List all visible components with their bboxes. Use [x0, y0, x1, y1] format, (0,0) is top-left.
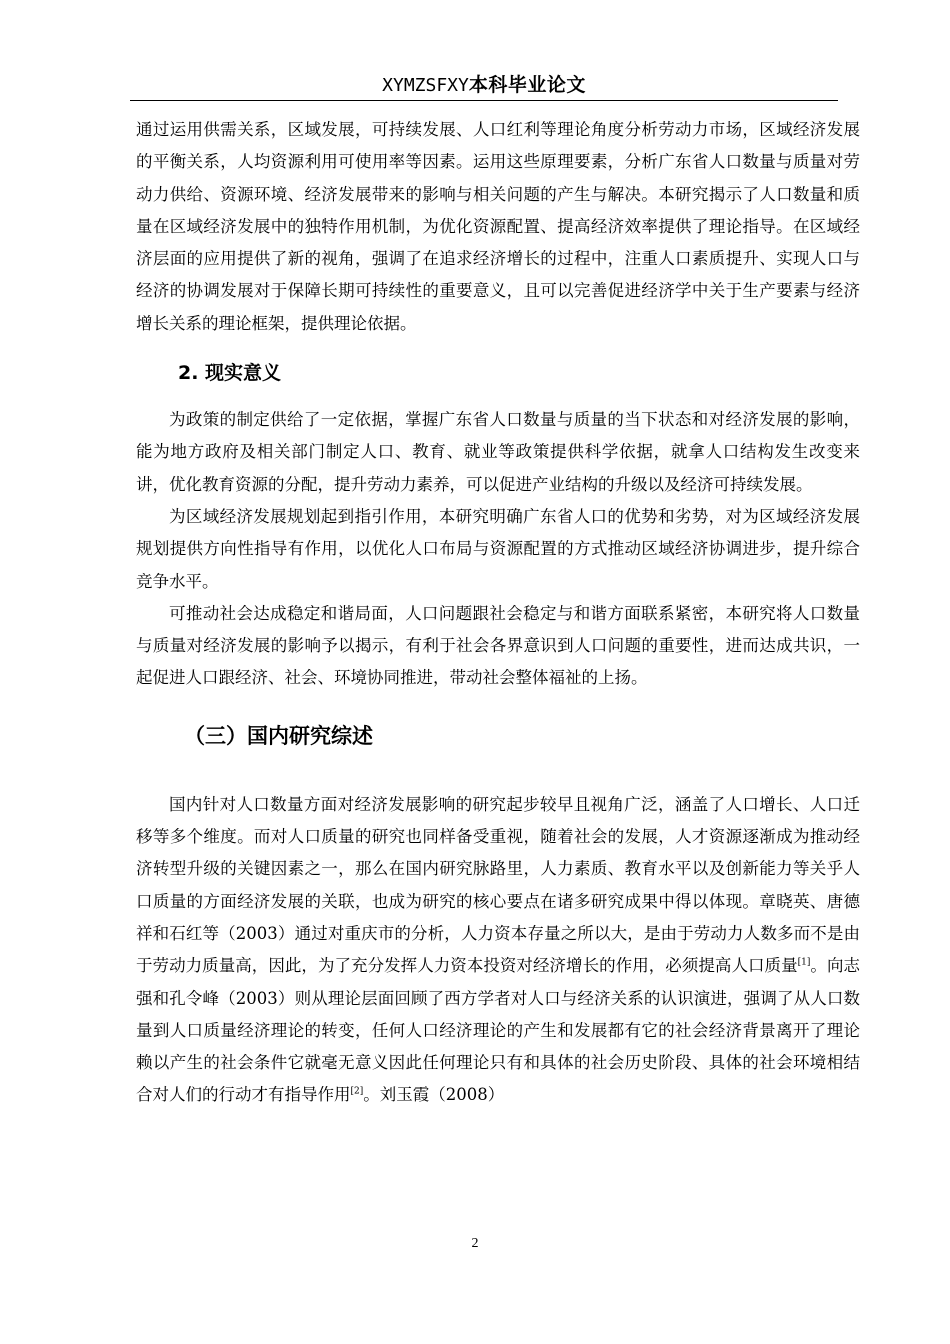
paragraph-policy-basis: 为政策的制定供给了一定依据，掌握广东省人口数量与质量的当下状态和对经济发展的影响，能为地方政府及相关部门制定人口、教育、就业等政策提供科学依据，就拿人口结构发生改变来讲，优化教育资源的分配，提升劳动力素养，可以促进产业结构的升级以及经济可持续发展。: [136, 410, 860, 494]
paragraph-domestic-review-part-2: 。向志强和孔令峰（2003）则从理论层面回顾了西方学者对人口与经济关系的认识演进，强调了从人口数量到人口质量经济理论的转变，任何人口经济理论的产生和发展都有它的社会经济背景离开了理论赖以产生的社会条件它就毫无意义因此任何理论只有和具体的社会历史阶段、具体的社会环境相结合对人们的行动才有指导作用: [136, 956, 861, 1105]
citation-ref-1: [1]: [797, 957, 811, 968]
section-heading-domestic-review: （三）国内研究综述: [184, 723, 373, 748]
paragraph-social-stability: 可推动社会达成稳定和谐局面，人口问题跟社会稳定与和谐方面联系紧密，本研究将人口数量与质量对经济发展的影响予以揭示，有利于社会各界意识到人口问题的重要性，进而达成共识，一起促进人口跟经济、社会、环境协同推进，带动社会整体福祉的上扬。: [136, 603, 860, 688]
page-number: 2: [471, 1236, 479, 1251]
paragraph-domestic-review-part-3: 。刘玉霞（2008）: [363, 1085, 505, 1105]
citation-ref-2: [2]: [350, 1086, 364, 1097]
paragraph-domestic-review-part-1: 国内针对人口数量方面对经济发展影响的研究起步较早且视角广泛，涵盖了人口增长、人口迁移等多个维度。而对人口质量的研究也同样备受重视，随着社会的发展，人才资源逐渐成为推动经济转型升级的关键因素之一，那么在国内研究脉路里，人力素质、教育水平以及创新能力等关乎人口质量的方面经济发展的关联，也成为研究的核心要点在诸多研究成果中得以体现。章晓英、唐德祥和石红等（2003）通过对重庆市的分析，人力资本存量之所以大，是由于劳动力人数多而不是由于劳动力质量高，因此，为了充分发挥人力资本投资对经济增长的作用，必须提高人口质量: [136, 794, 860, 976]
page-content: [136, 114, 860, 1112]
paragraph-theory-significance: 通过运用供需关系，区域发展，可持续发展、人口红利等理论角度分析劳动力市场，区域经济发展的平衡关系，人均资源利用可使用率等因素。运用这些原理要素，分析广东省人口数量与质量对劳动力供给、资源环境、经济发展带来的影响与相关问题的产生与解决。本研究揭示了人口数量和质量在区域经济发展中的独特作用机制，为优化资源配置、提高经济效率提供了理论指导。在区域经济层面的应用提供了新的视角，强调了在追求经济增长的过程中，注重人口素质提升、实现人口与经济的协调发展对于保障长期可持续性的重要意义，且可以完善促进经济学中关于生产要素与经济增长关系的理论框架，提供理论依据。: [136, 120, 860, 333]
page-header: [130, 70, 838, 100]
paragraph-regional-planning: 为区域经济发展规划起到指引作用，本研究明确广东省人口的优势和劣势，对为区域经济发展规划提供方向性指导有作用，以优化人口布局与资源配置的方式推动区域经济协调进步，提升综合竞争水平。: [136, 506, 860, 591]
sub-heading-practical-significance: 2. 现实意义: [178, 362, 282, 385]
header-divider: [130, 100, 838, 101]
header-title: 本科毕业论文: [468, 74, 586, 96]
header-latin-text: XYMZSFXY: [382, 75, 469, 96]
paragraph-domestic-review: [136, 789, 860, 1112]
